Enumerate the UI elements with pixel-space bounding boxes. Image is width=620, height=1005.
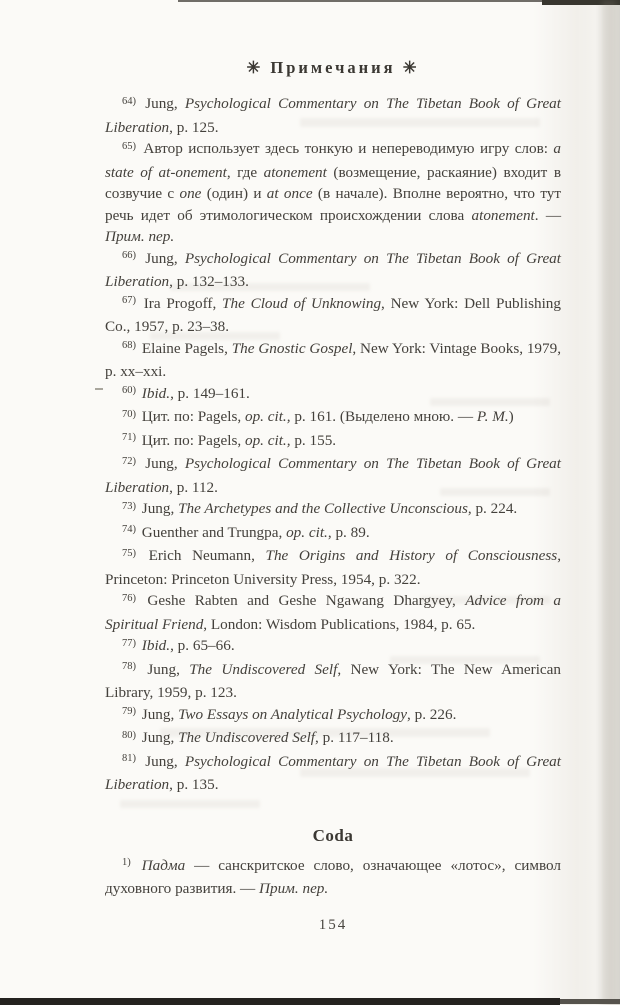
note-text-segment: Р. М. xyxy=(476,408,509,425)
note-text-segment: Jung, xyxy=(145,95,185,112)
note-text-segment: one xyxy=(179,185,202,202)
note-text-segment: Jung, xyxy=(145,249,185,267)
note-item xyxy=(105,430,561,454)
note-item xyxy=(105,293,561,338)
note-text-segment: Jung, xyxy=(145,455,185,472)
note-text-segment: Advice from a Spiritual Friend xyxy=(105,592,561,633)
note-text-segment: Psychological Commentary on The Tibetan Book of Great Liberation xyxy=(105,249,561,290)
note-text-segment: atonement xyxy=(263,163,327,181)
note-item xyxy=(105,635,561,659)
note-item xyxy=(105,248,561,293)
note-item xyxy=(105,383,561,407)
note-text-segment: Jung, xyxy=(141,500,179,517)
note-text-segment: , p. 125. xyxy=(169,118,219,136)
note-number: 72) xyxy=(122,455,136,467)
note-number: 76) xyxy=(122,592,136,604)
note-text-segment: , p. 224. xyxy=(467,500,518,517)
note-text-segment: Psychological Commentary on The Tibetan Book of Great Liberation xyxy=(105,95,561,136)
note-text-segment: atonement xyxy=(471,206,535,224)
note-text-segment: , London: Wisdom Publications, 1984, p. 65. xyxy=(203,615,476,633)
note-text-segment: Guenther and Trungpa, xyxy=(141,523,287,541)
note-text-segment: Jung, xyxy=(147,660,190,678)
note-text-segment: The Cloud of Unknowing xyxy=(222,294,382,312)
note-item xyxy=(105,453,561,498)
note-text-segment: op. cit., xyxy=(244,408,291,425)
scan-artifact-dash xyxy=(95,388,103,390)
note-item xyxy=(105,704,561,728)
note-text-segment: p. 161. (Выделено мною. — xyxy=(290,408,477,425)
note-item xyxy=(105,727,561,751)
note-text-segment: Ibid. xyxy=(141,637,171,654)
note-item xyxy=(105,855,561,900)
note-text-segment: Two Essays on Analytical Psychology xyxy=(178,705,408,723)
note-text-segment: Прим. пер. xyxy=(105,228,175,245)
notes-list xyxy=(105,93,561,796)
note-text-segment: p. 155. xyxy=(290,431,337,449)
note-text-segment: The Archetypes and the Collective Unconscious xyxy=(178,500,468,517)
note-number: 75) xyxy=(122,547,136,559)
note-number: 80) xyxy=(122,729,136,741)
note-number: 74) xyxy=(122,524,136,535)
note-text-segment: , Princeton: Princeton University Press, 1954, p. 322. xyxy=(105,547,562,588)
note-text-segment: (в начале). Вполне вероятно, что тут речь идет об этимологическом происхождении слова xyxy=(105,185,562,224)
note-item xyxy=(105,93,561,138)
note-number: 78) xyxy=(122,661,136,672)
note-text-segment: The Origins and History of Consciousness xyxy=(265,547,558,564)
note-text-segment: Psychological Commentary on The Tibetan Book of Great Liberation xyxy=(105,752,561,793)
note-text-segment: , p. 132–133. xyxy=(169,273,249,290)
note-item xyxy=(105,338,561,383)
note-item xyxy=(105,498,561,522)
note-number: 79) xyxy=(122,706,136,717)
page-number: 154 xyxy=(318,916,348,933)
note-text-segment: , p. 135. xyxy=(169,776,219,793)
note-text-segment: Psychological Commentary on The Tibetan Book of Great Liberation xyxy=(105,455,561,496)
note-text-segment: Ira Progoff, xyxy=(143,294,223,312)
note-text-segment: Jung, xyxy=(141,729,179,746)
note-number: 66) xyxy=(122,250,136,261)
note-text-segment: Elaine Pagels, xyxy=(141,339,232,357)
page-title: ✳ Примечания ✳ xyxy=(246,58,420,77)
scan-edge-bottom-right xyxy=(560,999,620,1004)
note-text-segment: Прим. пер. xyxy=(259,880,329,897)
note-number: 77) xyxy=(122,637,136,649)
note-text-segment: , p. 112. xyxy=(169,478,218,496)
note-text-segment: , p. 117–118. xyxy=(315,729,394,746)
note-text-segment: Jung, xyxy=(141,705,179,723)
note-number: 73) xyxy=(122,500,136,512)
note-text-segment: a state of at-onement xyxy=(105,140,562,181)
note-number: 64) xyxy=(122,95,136,107)
note-text-segment: The Gnostic Gospel xyxy=(231,339,353,357)
note-number: 60) xyxy=(122,385,136,396)
note-text-segment: The Undiscovered Self xyxy=(189,660,338,678)
note-text-segment: The Undiscovered Self xyxy=(178,729,316,746)
note-item xyxy=(105,138,561,248)
note-item xyxy=(105,522,561,546)
note-text-segment: (один) и xyxy=(201,185,267,202)
note-text-segment: at once xyxy=(266,185,313,202)
note-text-segment: Jung, xyxy=(145,752,185,770)
note-text-segment: Падма xyxy=(141,856,186,874)
note-item xyxy=(105,545,561,590)
note-text-segment: op. cit. xyxy=(286,523,328,541)
note-number: 68) xyxy=(122,340,136,351)
note-number: 70) xyxy=(122,408,136,420)
note-text-segment: , New York: Dell Publishing Co., 1957, p. 23–38. xyxy=(105,294,561,335)
note-text-segment: , где xyxy=(226,163,264,181)
note-text-segment: Цит. по: Pagels, xyxy=(141,431,245,449)
note-text-segment: . — xyxy=(534,206,561,224)
note-number: 1) xyxy=(122,857,131,868)
note-number: 67) xyxy=(122,295,136,306)
note-text-segment: (возмещение, раскаяние) входит в созвучие с xyxy=(105,163,561,202)
coda-notes-list xyxy=(105,855,561,900)
note-text-segment: Erich Neumann, xyxy=(148,547,266,564)
note-text-segment: Цит. по: Pagels, xyxy=(141,408,245,425)
text-block xyxy=(105,58,561,934)
note-text-segment: op. cit., xyxy=(244,431,291,449)
scan-edge-bottom xyxy=(0,998,560,1005)
note-text-segment: , p. 149–161. xyxy=(170,384,250,402)
note-text-segment: — санскритское слово, означающее «лотос», символ духовного развития. — xyxy=(105,856,561,897)
note-text-segment: Автор использует здесь тонкую и непереводимую игру слов: xyxy=(143,140,554,157)
note-number: 65) xyxy=(122,140,136,152)
note-text-segment: Ibid. xyxy=(141,384,171,402)
note-text-segment: Geshe Rabten and Geshe Ngawang Dhargyey, xyxy=(147,592,466,609)
note-item xyxy=(105,590,561,635)
note-text-segment: , p. 65–66. xyxy=(170,637,235,654)
page-curl-shadow xyxy=(602,0,616,1005)
note-item xyxy=(105,751,561,796)
note-text-segment: , p. 226. xyxy=(407,705,457,723)
note-item xyxy=(105,659,561,704)
note-text-segment: , New York: The New American Library, 1959, p. 123. xyxy=(105,660,562,701)
note-text-segment: , p. 89. xyxy=(327,523,370,541)
note-number: 71) xyxy=(122,432,136,443)
note-number: 81) xyxy=(122,753,136,764)
note-text-segment: , New York: Vintage Books, 1979, p. xx–xxi. xyxy=(105,339,562,380)
coda-heading: Coda xyxy=(312,825,354,845)
note-text-segment: ) xyxy=(508,408,514,425)
note-item xyxy=(105,406,561,430)
